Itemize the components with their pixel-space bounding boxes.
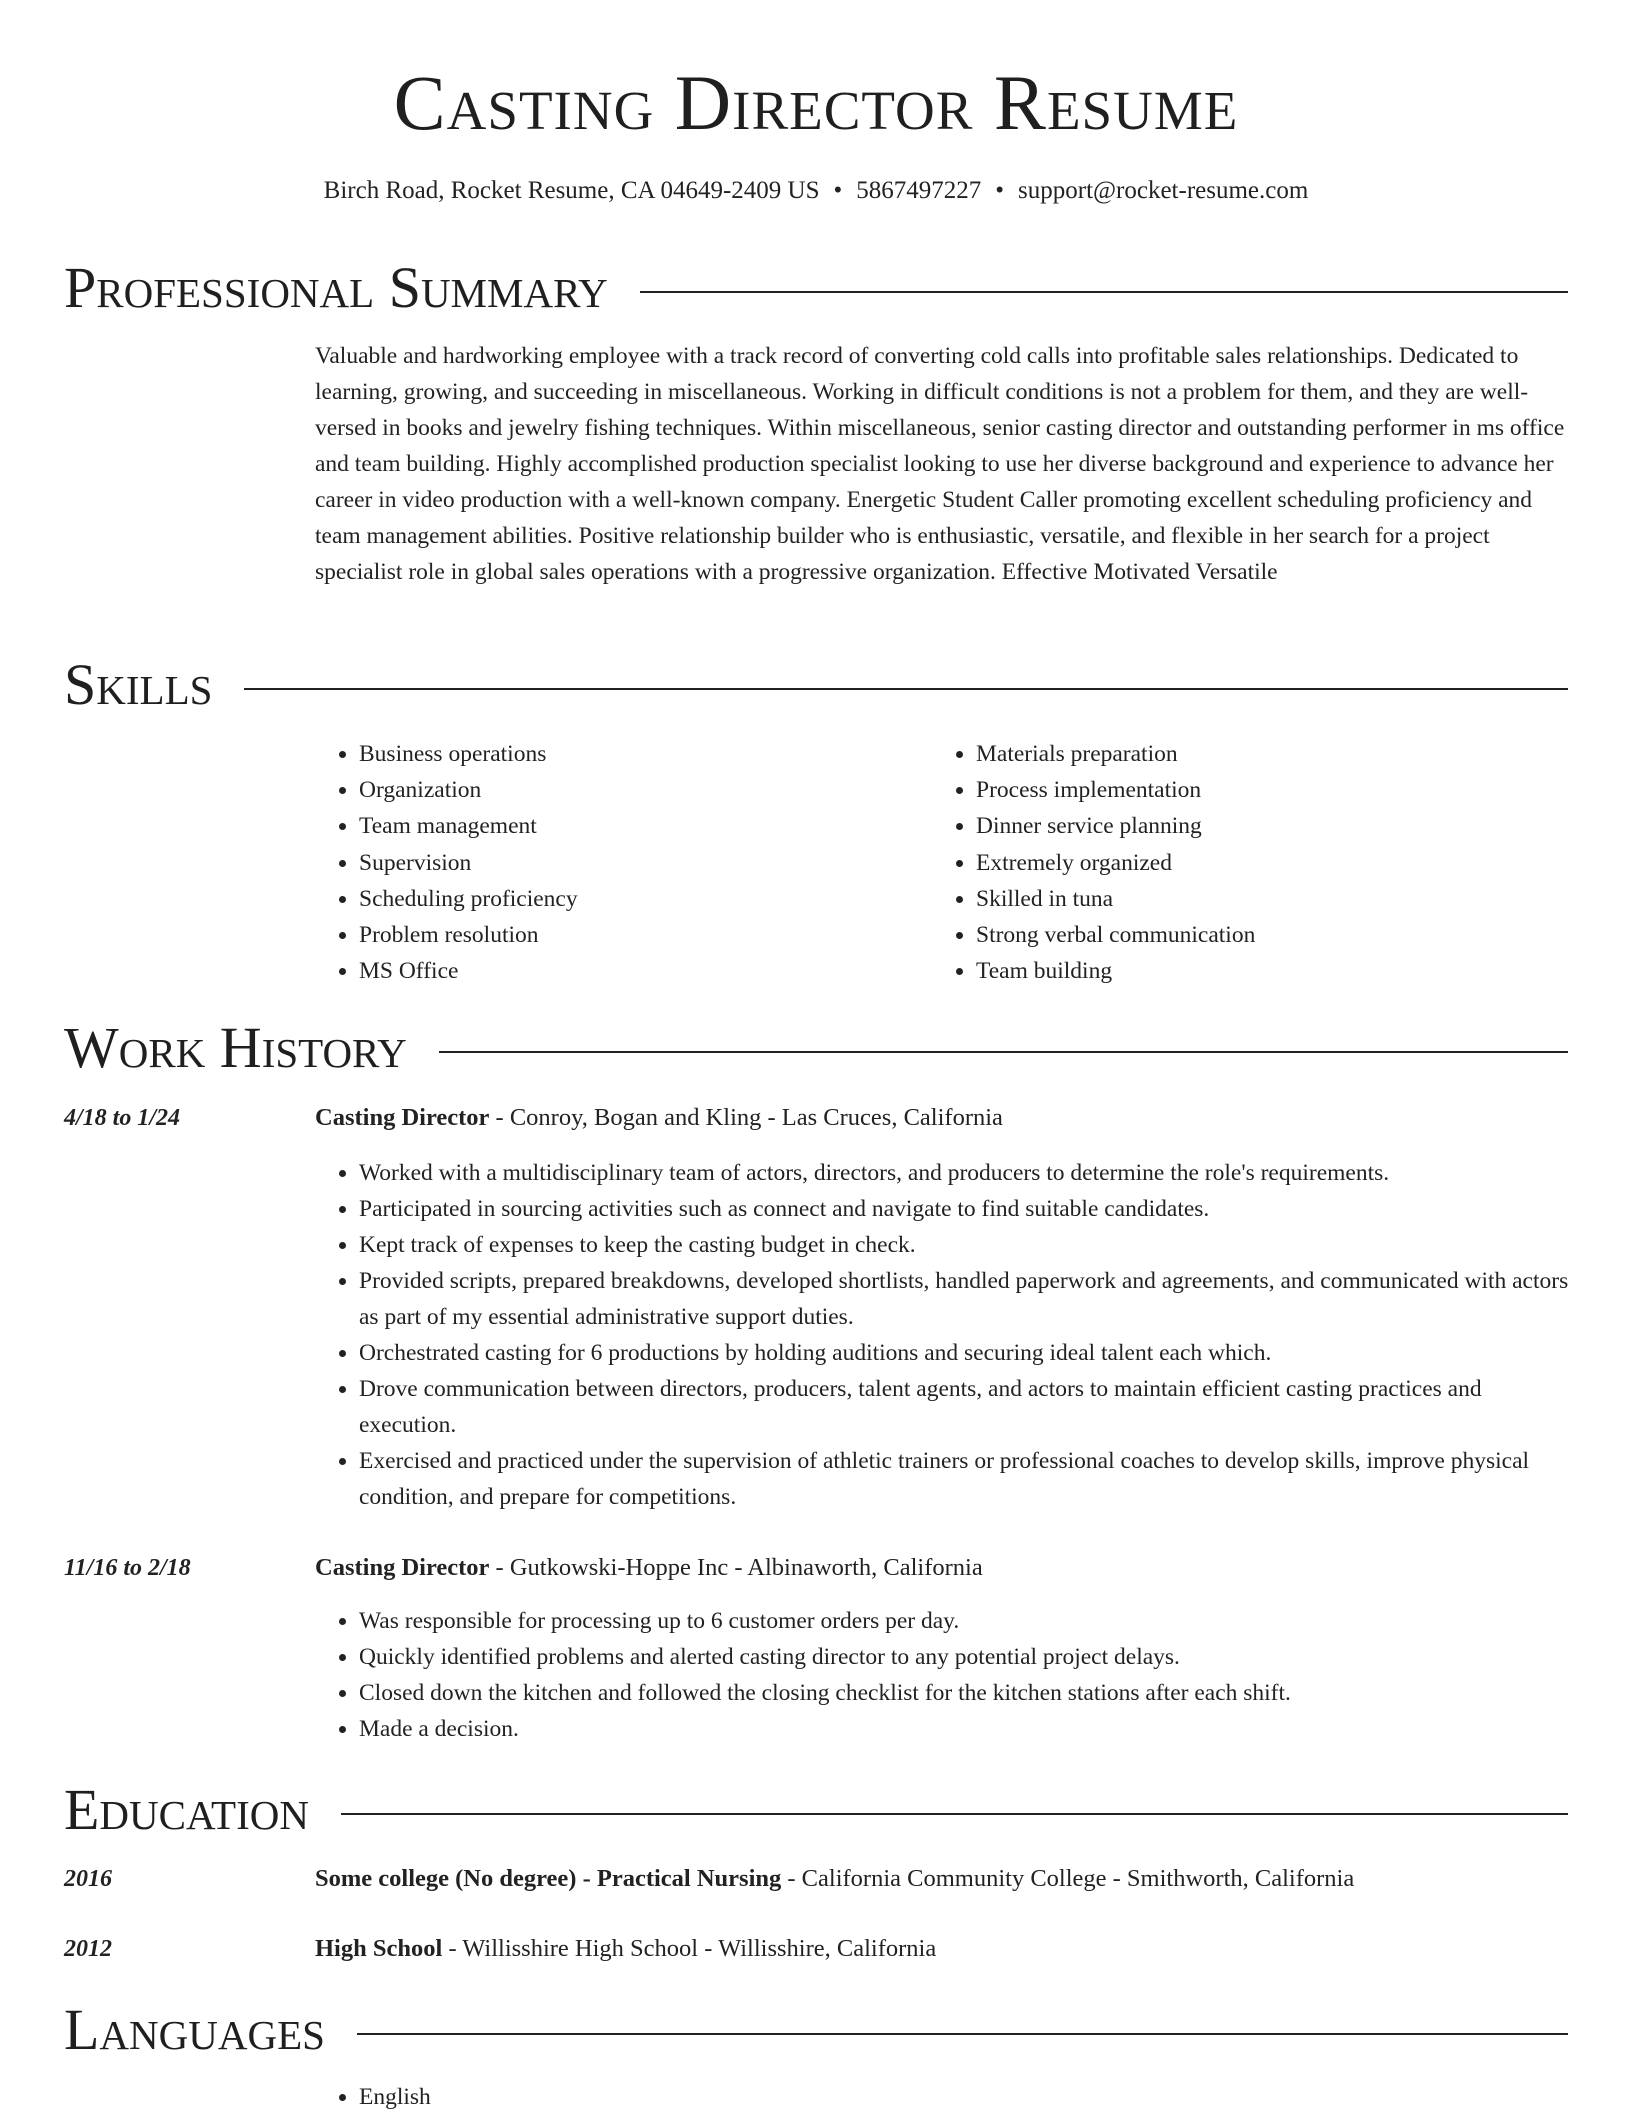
job-bullet: • Was responsible for processing up to 6 customer orders per day.	[359, 1603, 1570, 1639]
job-heading	[315, 1552, 983, 1584]
job-employer-location: - Conroy, Bogan and Kling - Las Cruces, California	[489, 1104, 1003, 1131]
job-bullet: • Drove communication between directors, producers, talent agents, and actors to maintain efficient casting practices and execution.	[359, 1371, 1570, 1443]
skill-item: • Team building	[976, 953, 1255, 989]
contact-address: Birch Road, Rocket Resume, CA 04649-2409 US	[323, 177, 820, 204]
job-title: Casting Director	[315, 1104, 490, 1131]
job-employer-location: - Gutkowski-Hoppe Inc - Albinaworth, California	[489, 1554, 983, 1581]
job-bullet: • Exercised and practiced under the supervision of athletic trainers or professional coaches to develop skills, improve physical condition, and prepare for competitions.	[359, 1443, 1570, 1515]
contact-separator: •	[995, 177, 1005, 204]
job-bullet: • Closed down the kitchen and followed the closing checklist for the kitchen stations after each shift.	[359, 1675, 1570, 1711]
skill-item: • Supervision	[359, 845, 578, 881]
skill-item: • Process implementation	[976, 772, 1255, 808]
skill-item: • Materials preparation	[976, 736, 1255, 772]
language-item: • English	[359, 2079, 1570, 2115]
section-heading: Education	[64, 1777, 309, 1842]
job-bullet: • Worked with a multidisciplinary team of actors, directors, and producers to determine the role's requirements.	[359, 1155, 1570, 1191]
job-bullet: • Quickly identified problems and alerted casting director to any potential project delays.	[359, 1639, 1570, 1675]
resume-title: Casting Director Resume	[393, 59, 1239, 146]
section-heading: Work History	[64, 1015, 407, 1080]
skill-item: • Scheduling proficiency	[359, 881, 578, 917]
job-bullet: • Provided scripts, prepared breakdowns, developed shortlists, handled paperwork and agreements, and communicated with actors as part of my essential administrative support duties.	[359, 1263, 1570, 1335]
education-degree: High School	[315, 1935, 443, 1962]
section-divider	[439, 1051, 1568, 1053]
education-entry	[315, 1863, 1354, 1895]
section-languages	[64, 1997, 1568, 2062]
education-school: - Willisshire High School - Willisshire, California	[442, 1935, 937, 1962]
skills-list-right	[932, 736, 1255, 989]
skill-item: • Extremely organized	[976, 845, 1255, 881]
contact-email: support@rocket-resume.com	[1018, 177, 1309, 204]
skill-item: • Dinner service planning	[976, 808, 1255, 844]
job-bullet: • Kept track of expenses to keep the casting budget in check.	[359, 1227, 1570, 1263]
job-bullets	[315, 1603, 1570, 1747]
section-divider	[640, 291, 1568, 293]
contact-phone: 5867497227	[856, 177, 982, 204]
section-heading: Professional Summary	[64, 255, 608, 320]
education-year: 2012	[64, 1936, 112, 1962]
section-heading: Skills	[64, 652, 213, 717]
languages-list	[315, 2079, 1570, 2115]
job-bullet: • Participated in sourcing activities such as connect and navigate to find suitable candidates.	[359, 1191, 1570, 1227]
education-school: - California Community College - Smithworth, California	[781, 1865, 1355, 1892]
section-divider	[341, 1813, 1568, 1815]
skill-item: • Organization	[359, 772, 578, 808]
section-work-history	[64, 1015, 1568, 1080]
job-dates: 11/16 to 2/18	[64, 1555, 191, 1581]
education-degree: Some college (No degree) - Practical Nursing	[315, 1865, 782, 1892]
skill-item: • Team management	[359, 808, 578, 844]
skill-item: • MS Office	[359, 953, 578, 989]
job-bullet: • Made a decision.	[359, 1711, 1570, 1747]
section-education	[64, 1777, 1568, 1842]
skill-item: • Skilled in tuna	[976, 881, 1255, 917]
education-entry	[315, 1933, 936, 1965]
skills-list-left	[315, 736, 578, 989]
job-title: Casting Director	[315, 1554, 490, 1581]
section-divider	[244, 688, 1568, 690]
section-skills	[64, 652, 1568, 717]
skill-item: • Strong verbal communication	[976, 917, 1255, 953]
section-divider	[357, 2033, 1568, 2035]
summary-text: Valuable and hardworking employee with a track record of converting cold calls into profitable sales relationships. Dedicated to learning, growing, and succeeding in miscellaneous. Working in difficult conditions is not a problem for them, and they are well-versed in books and jewelry fishing techniques. Within miscellaneous, senior casting director and outstanding performer in ms office and team building. Highly accomplished production specialist looking to use her diverse background and experience to advance her career in video production with a well-known company. Energetic Student Caller promoting excellent scheduling proficiency and team management abilities. Positive relationship builder who is enthusiastic, versatile, and flexible in her search for a project specialist role in global sales operations with a progressive organization. Effective Motivated Versatile	[315, 343, 1565, 585]
job-dates: 4/18 to 1/24	[64, 1105, 181, 1131]
skill-item: • Business operations	[359, 736, 578, 772]
job-bullets	[315, 1155, 1570, 1515]
job-heading	[315, 1102, 1003, 1134]
contact-line	[0, 176, 1632, 206]
section-heading: Languages	[64, 1997, 325, 2062]
job-bullet: • Orchestrated casting for 6 productions by holding auditions and securing ideal talent each which.	[359, 1335, 1570, 1371]
education-year: 2016	[64, 1866, 112, 1892]
skill-item: • Problem resolution	[359, 917, 578, 953]
section-professional-summary	[64, 255, 1568, 320]
contact-separator: •	[833, 177, 843, 204]
